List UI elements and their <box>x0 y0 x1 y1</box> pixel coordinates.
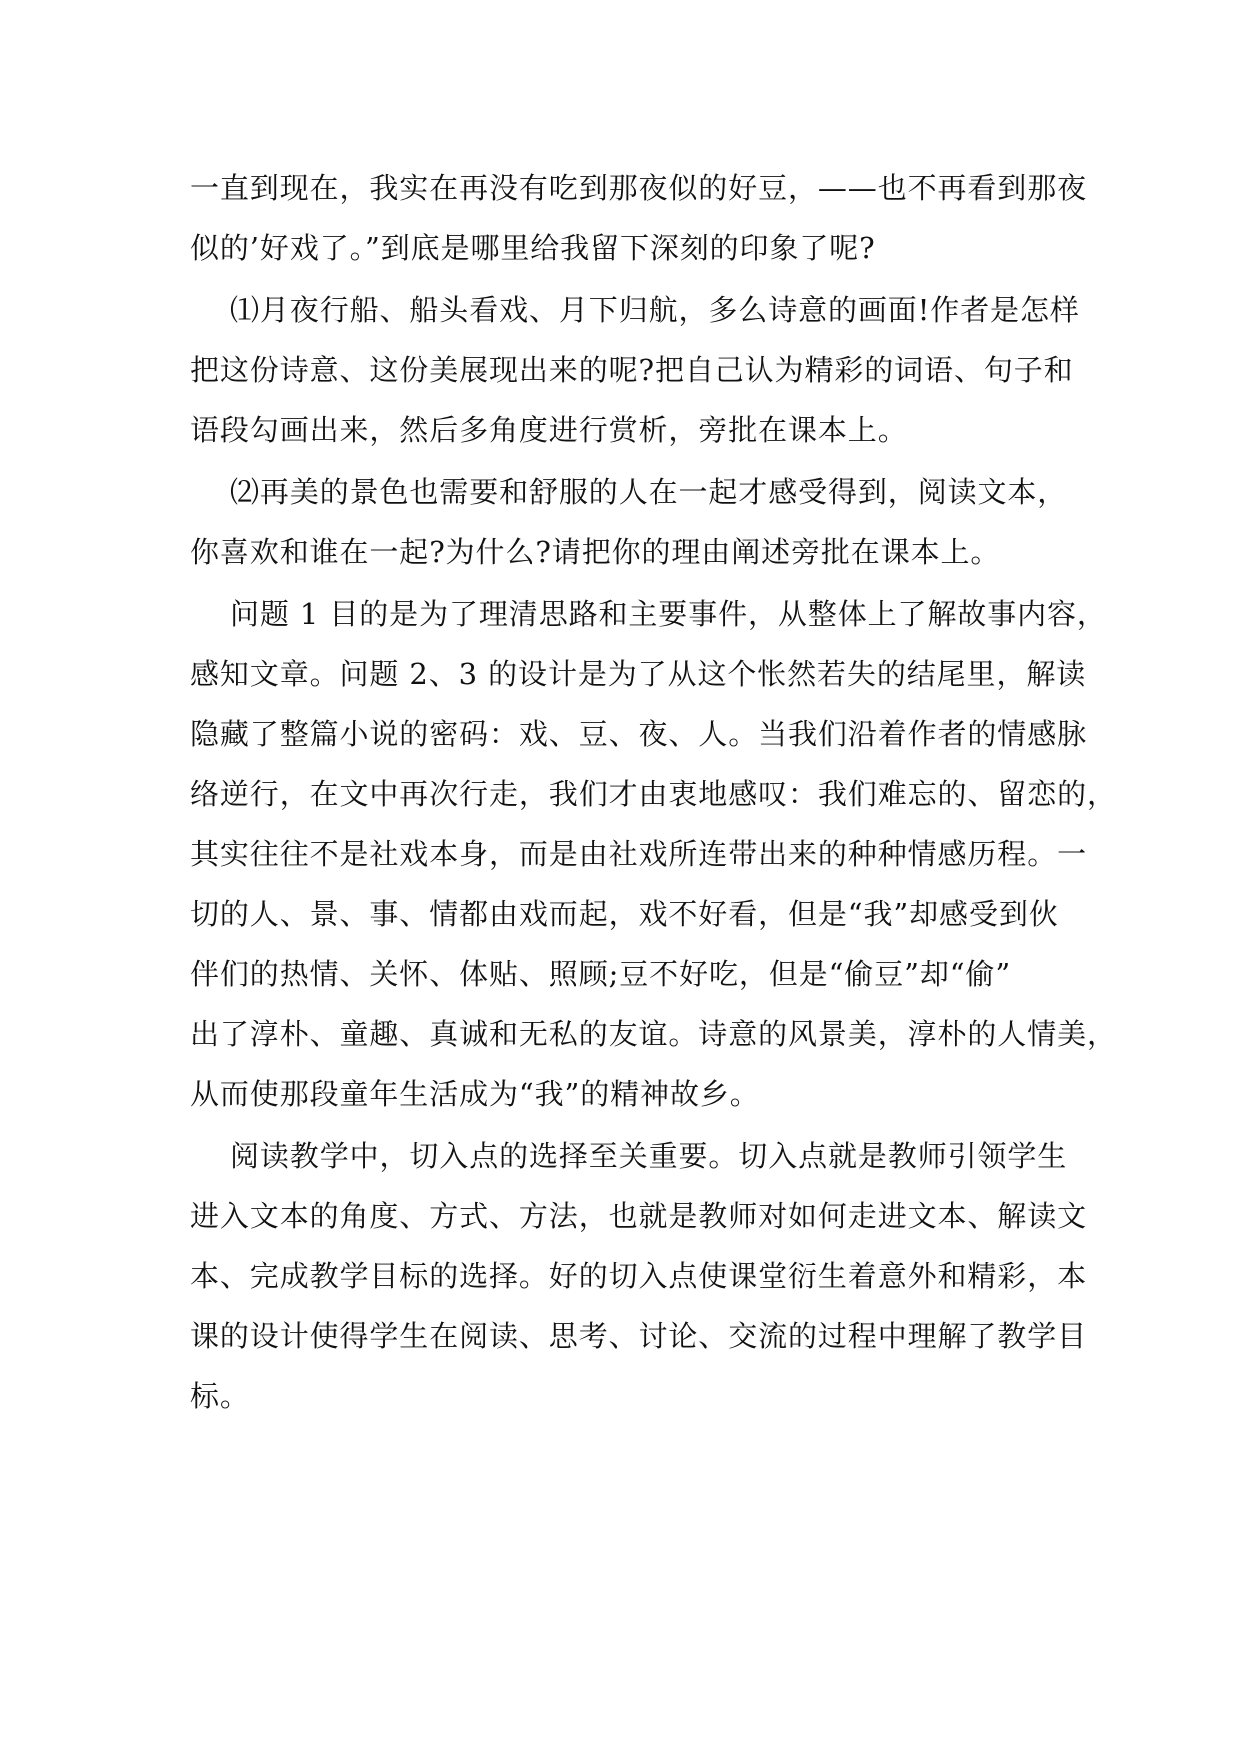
text-line: 似的’好戏了。”到底是哪里给我留下深刻的印象了呢? <box>190 231 876 265</box>
text-line: 感知文章。问题 2、3 的设计是为了从这个怅然若失的结尾里，解读 <box>190 657 1087 691</box>
text-line: 你喜欢和谁在一起?为什么?请把你的理由阐述旁批在课本上。 <box>190 535 1001 569</box>
text-line: 其实往往不是社戏本身，而是由社戏所连带出来的种种情感历程。一 <box>190 837 1088 871</box>
text-line: 进入文本的角度、方式、方法，也就是教师对如何走进文本、解读文 <box>190 1199 1088 1233</box>
text-line: ⑴月夜行船、船头看戏、月下归航，多么诗意的画面!作者是怎样 <box>230 293 1080 327</box>
paragraph-1 <box>190 158 1088 278</box>
text-line: 切的人、景、事、情都由戏而起，戏不好看，但是“我”却感受到伙 <box>190 897 1059 931</box>
text-line: 问题 1 目的是为了理清思路和主要事件，从整体上了解故事内容， <box>230 597 1107 631</box>
paragraph-5 <box>190 1126 1088 1426</box>
text-line: 本、完成教学目标的选择。好的切入点使课堂衍生着意外和精彩，本 <box>190 1259 1088 1293</box>
text-line: 把这份诗意、这份美展现出来的呢?把自己认为精彩的词语、句子和 <box>190 353 1074 387</box>
text-line: 阅读教学中，切入点的选择至关重要。切入点就是教师引领学生 <box>230 1139 1068 1173</box>
text-line: 从而使那段童年生活成为“我”的精神故乡。 <box>190 1077 760 1111</box>
text-line: 隐藏了整篇小说的密码：戏、豆、夜、人。当我们沿着作者的情感脉 <box>190 717 1088 751</box>
text-line: 伴们的热情、关怀、体贴、照顾;豆不好吃，但是“偷豆”却“偷” <box>190 957 1012 991</box>
text-line: 标。 <box>190 1379 250 1413</box>
text-line: 络逆行，在文中再次行走，我们才由衷地感叹：我们难忘的、留恋的， <box>190 777 1117 811</box>
text-line: 出了淳朴、童趣、真诚和无私的友谊。诗意的风景美，淳朴的人情美， <box>190 1017 1117 1051</box>
paragraph-3 <box>190 462 1068 582</box>
text-line: 课的设计使得学生在阅读、思考、讨论、交流的过程中理解了教学目 <box>190 1319 1088 1353</box>
text-line: 一直到现在，我实在再没有吃到那夜似的好豆，——也不再看到那夜 <box>190 171 1088 205</box>
document-body <box>190 158 1117 1426</box>
paragraph-4 <box>190 584 1117 1124</box>
paragraph-2 <box>190 280 1080 460</box>
text-line: ⑵再美的景色也需要和舒服的人在一起才感受得到，阅读文本， <box>230 475 1068 509</box>
text-line: 语段勾画出来，然后多角度进行赏析，旁批在课本上。 <box>190 413 908 447</box>
